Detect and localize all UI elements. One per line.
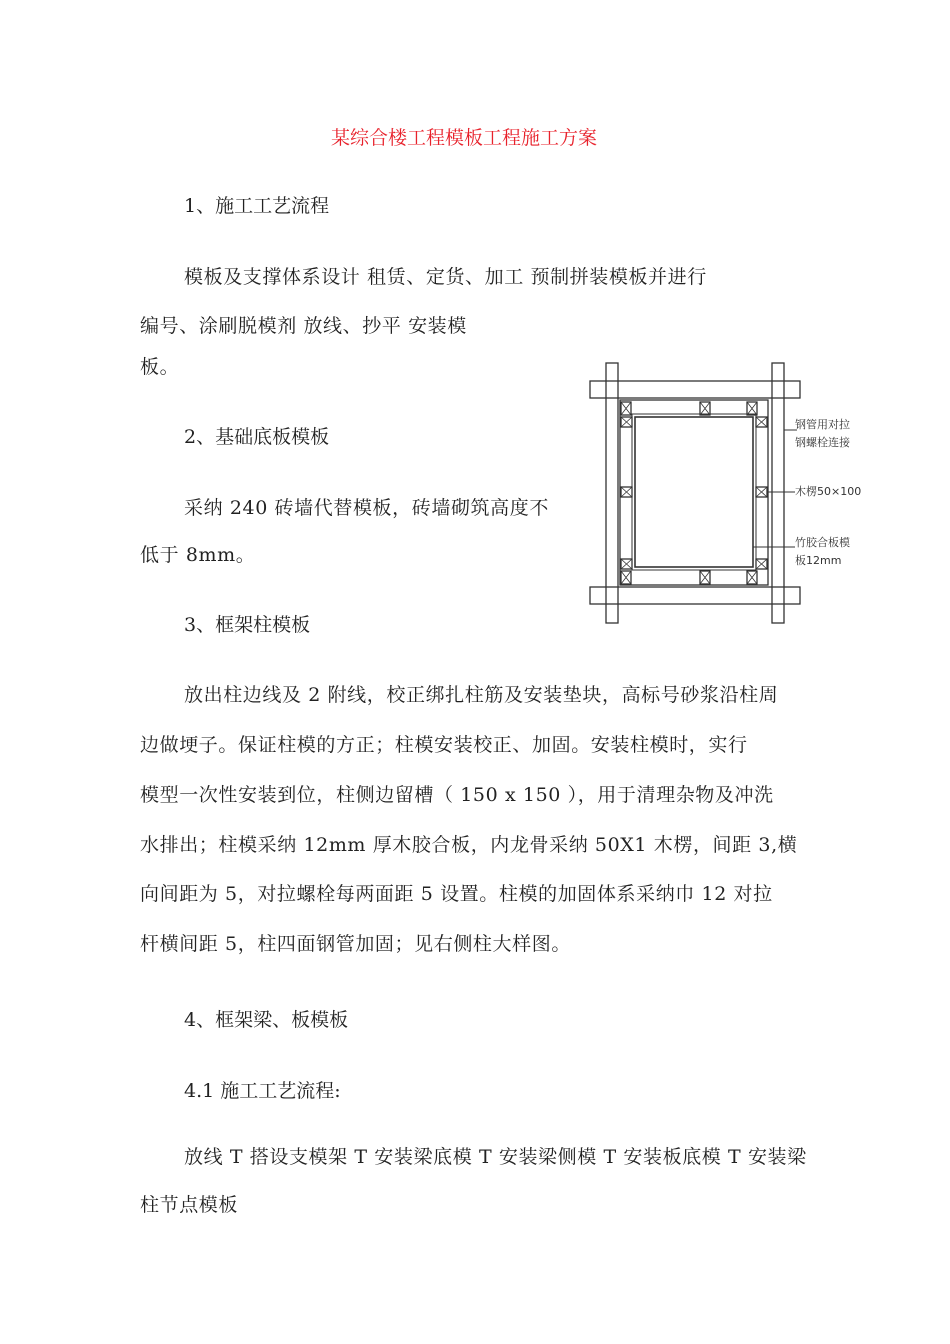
section-2-line-2: 低于 8mm。 [140, 544, 256, 566]
section-4-line-1: 放线 T 搭设支模架 T 安装梁底模 T 安装梁侧模 T 安装板底模 T 安装梁 [184, 1146, 807, 1168]
section-4-heading: 4、框架梁、板模板 [184, 1009, 349, 1031]
label-pipe-2: 钢螺栓连接 [795, 436, 850, 449]
section-3-line-3: 模型一次性安装到位，柱侧边留槽（ 150 x 150 ），用于清理杂物及冲洗 [140, 784, 774, 806]
label-board-2: 板12mm [795, 554, 842, 567]
section-1-line-3: 板。 [140, 356, 180, 378]
left-steel-tube [606, 363, 618, 623]
section-3-line-6: 杆横间距 5，柱四面钢管加固；见右侧柱大样图。 [140, 933, 571, 955]
label-pipe-1: 钢管用对拉 [795, 418, 850, 431]
right-steel-tube [772, 363, 784, 623]
section-4-line-2: 柱节点模板 [140, 1194, 239, 1216]
top-steel-tube [590, 381, 800, 398]
section-3-line-1: 放出柱边线及 2 附线，校正绑扎柱筋及安装垫块，高标号砂浆沿柱周 [184, 684, 779, 706]
section-1-line-2: 编号、涂刷脱模剂 放线、抄平 安装模 [140, 315, 467, 337]
bottom-steel-tube [590, 587, 800, 604]
column-section [635, 417, 753, 567]
column-formwork-diagram [585, 355, 885, 645]
section-3-heading: 3、框架柱模板 [184, 614, 311, 636]
inner-board [632, 414, 756, 570]
section-1-heading: 1、施工工艺流程 [184, 195, 330, 217]
outer-board [620, 400, 768, 585]
section-4-subheading: 4.1 施工工艺流程: [184, 1080, 341, 1102]
document-title: 某综合楼工程模板工程施工方案 [331, 127, 598, 149]
section-1-line-1: 模板及支撑体系设计 租赁、定货、加工 预制拼装模板并进行 [184, 266, 707, 288]
label-board-1: 竹胶合板模 [795, 536, 850, 549]
section-3-line-5: 向间距为 5，对拉螺栓每两面距 5 设置。柱模的加固体系采纳巾 12 对拉 [140, 883, 773, 905]
section-2-line-1: 采纳 240 砖墙代替模板，砖墙砌筑高度不 [184, 497, 549, 519]
section-3-line-4: 水排出；柱模采纳 12mm 厚木胶合板，内龙骨采纳 50X1 木楞，间距 3,横 [140, 834, 798, 856]
section-2-heading: 2、基础底板模板 [184, 426, 330, 448]
section-3-line-2: 边做埂子。保证柱模的方正；柱模安装校正、加固。安装柱模时，实行 [140, 734, 748, 756]
label-wood: 木楞50×100 [795, 485, 862, 498]
